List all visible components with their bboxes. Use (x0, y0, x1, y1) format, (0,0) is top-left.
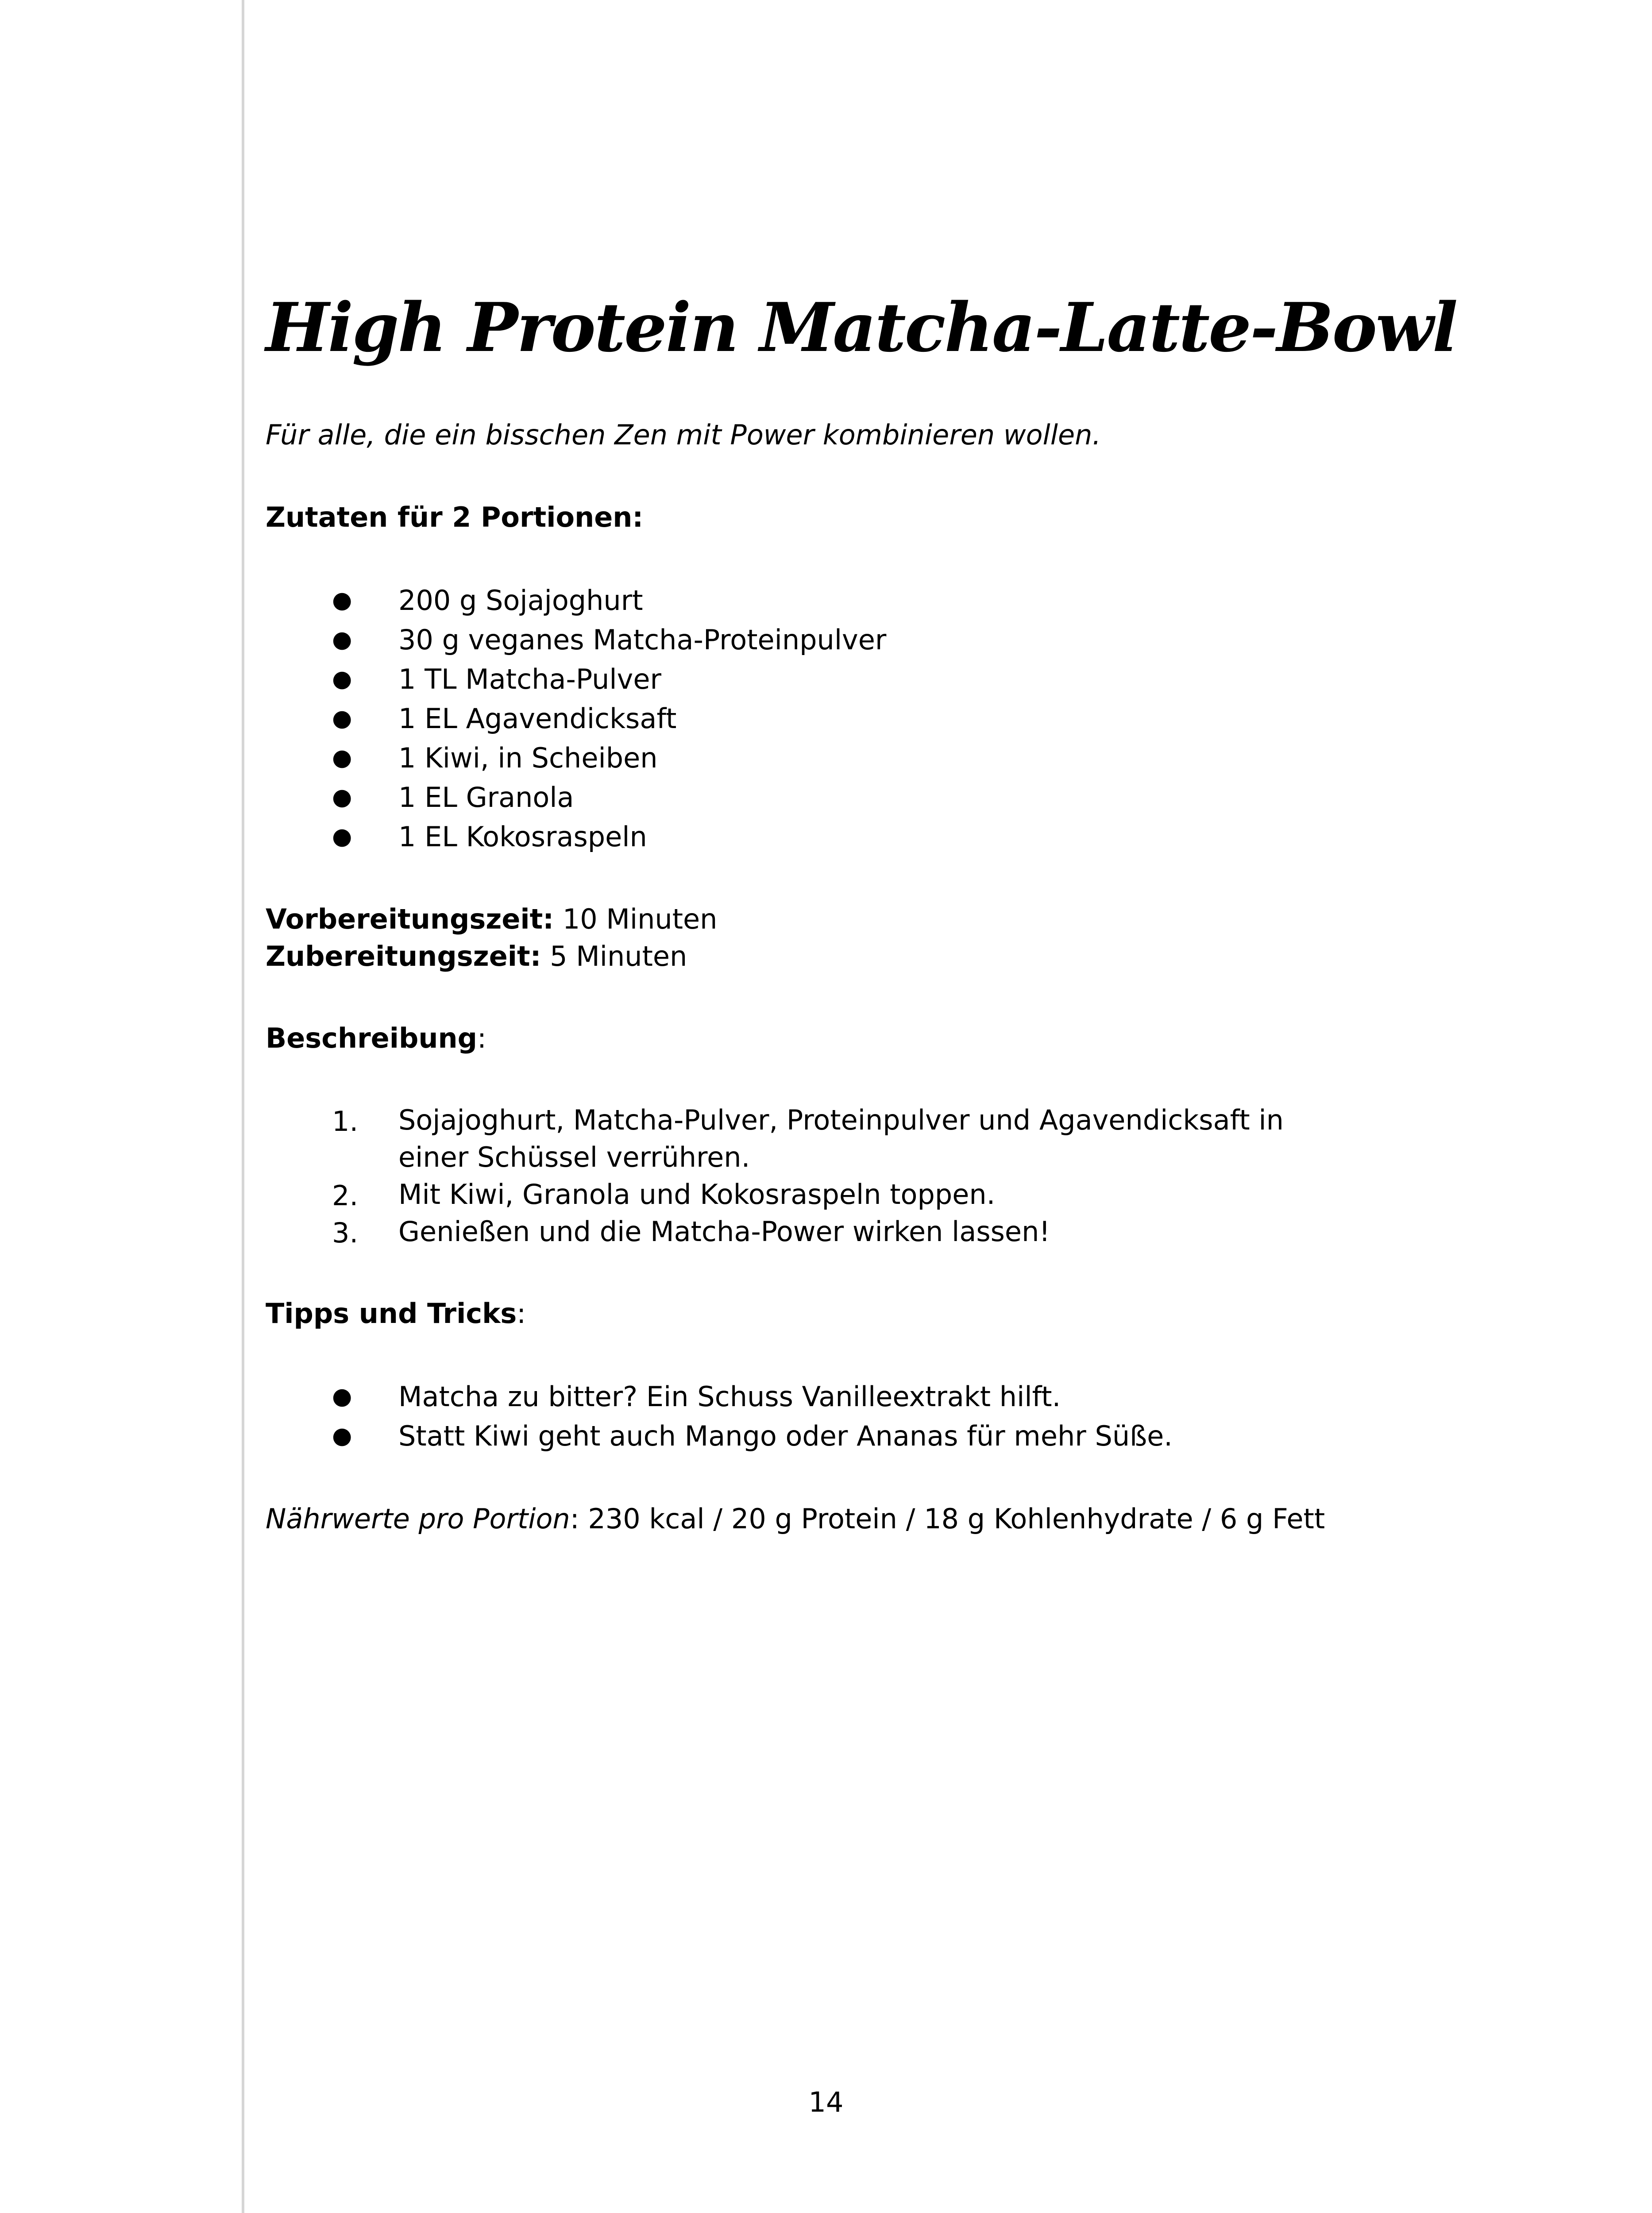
description-heading-colon: : (477, 1022, 486, 1054)
step-text: Genießen und die Matcha-Power wirken lassen! (398, 1215, 1050, 1248)
page-margin-line (242, 0, 244, 2213)
step-text: Mit Kiwi, Granola und Kokosraspeln toppen. (398, 1178, 996, 1211)
step-number: 1. (332, 1105, 359, 1137)
bullet-icon: ● (332, 823, 352, 850)
ingredient-text: 1 EL Granola (398, 781, 574, 813)
cook-time-value: 5 Minuten (550, 940, 687, 972)
recipe-page (266, 283, 1457, 1565)
recipe-title: High Protein Matcha-Latte-Bowl (266, 288, 1457, 367)
ingredient-text: 1 Kiwi, in Scheiben (398, 742, 658, 774)
ingredient-text: 1 TL Matcha-Pulver (398, 663, 661, 695)
list-item (266, 778, 1372, 817)
nutrition-value: : 230 kcal / 20 g Protein / 18 g Kohlenhydrate / 6 g Fett (570, 1503, 1325, 1535)
tips-heading-text: Tipps und Tricks (266, 1297, 517, 1330)
bullet-icon: ● (332, 1423, 352, 1449)
list-item (266, 1102, 1372, 1176)
list-item (266, 817, 1372, 856)
tips-heading (266, 1295, 1372, 1333)
ingredient-text: 30 g veganes Matcha-Proteinpulver (398, 624, 887, 656)
ingredients-list (266, 581, 1372, 856)
tips-heading-colon: : (517, 1297, 526, 1330)
cook-time-label: Zubereitungszeit: (266, 940, 541, 972)
bullet-icon: ● (332, 744, 352, 771)
step-number: 2. (332, 1180, 359, 1212)
bullet-icon: ● (332, 1383, 352, 1410)
list-item (266, 1213, 1372, 1250)
step-number: 3. (332, 1217, 359, 1249)
description-heading-text: Beschreibung (266, 1022, 478, 1054)
nutrition-info (266, 1500, 1350, 1538)
prep-time (266, 901, 1372, 938)
bullet-icon: ● (332, 626, 352, 653)
ingredient-text: 1 EL Kokosraspeln (398, 821, 647, 853)
bullet-icon: ● (332, 784, 352, 810)
ingredient-text: 1 EL Agavendicksaft (398, 702, 677, 735)
description-heading (266, 1019, 1372, 1057)
list-item (266, 1377, 1372, 1416)
tip-text: Matcha zu bitter? Ein Schuss Vanilleextrakt hilft. (398, 1380, 1061, 1413)
list-item (266, 620, 1372, 659)
list-item (266, 1416, 1372, 1456)
page-number: 14 (808, 2086, 844, 2118)
list-item (266, 738, 1372, 778)
tips-list (266, 1377, 1372, 1456)
cook-time (266, 938, 1372, 975)
prep-time-value: 10 Minuten (562, 903, 718, 935)
steps-list (266, 1102, 1372, 1250)
time-info (266, 901, 1372, 975)
ingredients-heading: Zutaten für 2 Portionen: (266, 501, 644, 533)
nutrition-label: Nährwerte pro Portion (266, 1503, 570, 1535)
list-item (266, 699, 1372, 738)
recipe-subtitle: Für alle, die ein bisschen Zen mit Power kombinieren wollen. (266, 419, 1101, 451)
list-item (266, 581, 1372, 620)
bullet-icon: ● (332, 587, 352, 613)
list-item (266, 1176, 1372, 1213)
bullet-icon: ● (332, 705, 352, 732)
prep-time-label: Vorbereitungszeit: (266, 903, 554, 935)
step-text: Sojajoghurt, Matcha-Pulver, Proteinpulver und Agavendicksaft in einer Schüssel verrühren. (398, 1104, 1284, 1173)
ingredient-text: 200 g Sojajoghurt (398, 584, 643, 617)
bullet-icon: ● (332, 666, 352, 692)
tip-text: Statt Kiwi geht auch Mango oder Ananas für mehr Süße. (398, 1420, 1173, 1452)
list-item (266, 659, 1372, 699)
